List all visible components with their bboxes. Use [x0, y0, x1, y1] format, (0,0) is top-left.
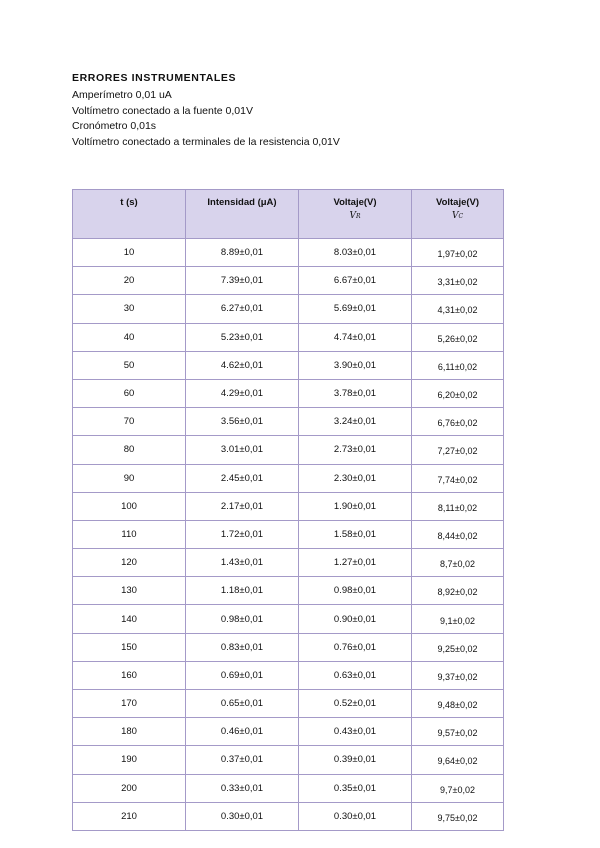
cell-voltage-capacitor: 5,26±0,02 [412, 323, 504, 351]
cell-voltage-capacitor: 6,11±0,02 [412, 351, 504, 379]
cell-voltage-resistor: 1.58±0,01 [299, 520, 412, 548]
cell-time: 80 [73, 436, 186, 464]
cell-current: 0.33±0,01 [186, 774, 299, 802]
cell-current: 2.17±0,01 [186, 492, 299, 520]
cell-time: 90 [73, 464, 186, 492]
cell-time: 140 [73, 605, 186, 633]
cell-voltage-resistor: 0.35±0,01 [299, 774, 412, 802]
table-row [73, 802, 504, 830]
section-heading: ERRORES INSTRUMENTALES [72, 72, 237, 84]
cell-voltage-capacitor: 9,1±0,02 [412, 605, 504, 633]
cell-time: 120 [73, 549, 186, 577]
measurements-table [72, 189, 504, 831]
cell-current: 4.62±0,01 [186, 351, 299, 379]
cell-voltage-resistor: 1.90±0,01 [299, 492, 412, 520]
header-voltage-resistor: Voltaje(V) VR [299, 190, 412, 239]
cell-voltage-resistor: 2.30±0,01 [299, 464, 412, 492]
symbol-v-r: VR [349, 211, 361, 221]
cell-voltage-capacitor: 4,31±0,02 [412, 295, 504, 323]
table-row [73, 323, 504, 351]
cell-voltage-capacitor: 9,7±0,02 [412, 774, 504, 802]
table-row [73, 718, 504, 746]
cell-time: 40 [73, 323, 186, 351]
cell-current: 2.45±0,01 [186, 464, 299, 492]
table-row [73, 746, 504, 774]
cell-current: 1.72±0,01 [186, 520, 299, 548]
table-row [73, 661, 504, 689]
instrument-line: Amperímetro 0,01 uA [72, 89, 172, 101]
table-row [73, 774, 504, 802]
cell-time: 170 [73, 690, 186, 718]
cell-voltage-capacitor: 6,20±0,02 [412, 379, 504, 407]
symbol-v-c: VC [451, 211, 464, 221]
instrument-errors-section [72, 72, 552, 151]
cell-voltage-capacitor: 9,37±0,02 [412, 661, 504, 689]
table-row [73, 351, 504, 379]
cell-current: 0.98±0,01 [186, 605, 299, 633]
cell-current: 7.39±0,01 [186, 267, 299, 295]
cell-current: 0.83±0,01 [186, 633, 299, 661]
table-row [73, 239, 504, 267]
cell-current: 0.37±0,01 [186, 746, 299, 774]
cell-time: 10 [73, 239, 186, 267]
table-row [73, 436, 504, 464]
instrument-line: Voltímetro conectado a terminales de la resistencia 0,01V [72, 136, 340, 149]
cell-time: 70 [73, 408, 186, 436]
cell-voltage-resistor: 0.52±0,01 [299, 690, 412, 718]
instrument-line: Voltímetro conectado a la fuente 0,01V [72, 104, 253, 117]
cell-current: 8.89±0,01 [186, 239, 299, 267]
cell-voltage-capacitor: 9,48±0,02 [412, 690, 504, 718]
table-row [73, 295, 504, 323]
cell-voltage-capacitor: 1,97±0,02 [412, 239, 504, 267]
cell-voltage-resistor: 3.78±0,01 [299, 379, 412, 407]
cell-time: 100 [73, 492, 186, 520]
cell-current: 4.29±0,01 [186, 379, 299, 407]
cell-time: 20 [73, 267, 186, 295]
cell-voltage-resistor: 8.03±0,01 [299, 239, 412, 267]
cell-voltage-capacitor: 6,76±0,02 [412, 408, 504, 436]
table-header-row [73, 190, 504, 239]
cell-time: 190 [73, 746, 186, 774]
cell-current: 5.23±0,01 [186, 323, 299, 351]
cell-time: 200 [73, 774, 186, 802]
cell-voltage-resistor: 3.90±0,01 [299, 351, 412, 379]
cell-current: 6.27±0,01 [186, 295, 299, 323]
cell-current: 3.01±0,01 [186, 436, 299, 464]
cell-current: 3.56±0,01 [186, 408, 299, 436]
cell-time: 110 [73, 520, 186, 548]
cell-voltage-capacitor: 8,11±0,02 [412, 492, 504, 520]
cell-voltage-resistor: 4.74±0,01 [299, 323, 412, 351]
cell-current: 0.69±0,01 [186, 661, 299, 689]
instrument-line: Cronómetro 0,01s [72, 120, 157, 133]
cell-time: 180 [73, 718, 186, 746]
table-row [73, 379, 504, 407]
table-row [73, 492, 504, 520]
cell-current: 0.46±0,01 [186, 718, 299, 746]
header-voltage-capacitor: Voltaje(V) VC [412, 190, 504, 239]
cell-voltage-capacitor: 7,27±0,02 [412, 436, 504, 464]
cell-voltage-resistor: 2.73±0,01 [299, 436, 412, 464]
header-time: t (s) [73, 190, 186, 239]
cell-voltage-resistor: 0.76±0,01 [299, 633, 412, 661]
cell-voltage-capacitor: 8,44±0,02 [412, 520, 504, 548]
table-row [73, 633, 504, 661]
table-row [73, 605, 504, 633]
cell-voltage-capacitor: 8,92±0,02 [412, 577, 504, 605]
table-row [73, 408, 504, 436]
cell-time: 150 [73, 633, 186, 661]
cell-voltage-capacitor: 9,64±0,02 [412, 746, 504, 774]
cell-voltage-resistor: 0.30±0,01 [299, 802, 412, 830]
cell-voltage-capacitor: 9,75±0,02 [412, 802, 504, 830]
header-current: Intensidad (μA) [186, 190, 299, 239]
cell-current: 1.43±0,01 [186, 549, 299, 577]
cell-voltage-capacitor: 8,7±0,02 [412, 549, 504, 577]
table-row [73, 267, 504, 295]
cell-time: 130 [73, 577, 186, 605]
cell-time: 60 [73, 379, 186, 407]
cell-time: 50 [73, 351, 186, 379]
cell-time: 30 [73, 295, 186, 323]
cell-voltage-resistor: 1.27±0,01 [299, 549, 412, 577]
cell-time: 210 [73, 802, 186, 830]
table-row [73, 549, 504, 577]
cell-voltage-resistor: 0.98±0,01 [299, 577, 412, 605]
cell-voltage-capacitor: 3,31±0,02 [412, 267, 504, 295]
cell-current: 0.30±0,01 [186, 802, 299, 830]
cell-voltage-resistor: 0.43±0,01 [299, 718, 412, 746]
cell-time: 160 [73, 661, 186, 689]
cell-voltage-resistor: 0.39±0,01 [299, 746, 412, 774]
cell-voltage-resistor: 5.69±0,01 [299, 295, 412, 323]
table-row [73, 577, 504, 605]
cell-voltage-capacitor: 9,57±0,02 [412, 718, 504, 746]
cell-current: 1.18±0,01 [186, 577, 299, 605]
cell-voltage-resistor: 3.24±0,01 [299, 408, 412, 436]
table-row [73, 464, 504, 492]
table-row [73, 520, 504, 548]
cell-voltage-resistor: 0.63±0,01 [299, 661, 412, 689]
cell-voltage-resistor: 0.90±0,01 [299, 605, 412, 633]
table-row [73, 690, 504, 718]
cell-current: 0.65±0,01 [186, 690, 299, 718]
cell-voltage-capacitor: 9,25±0,02 [412, 633, 504, 661]
cell-voltage-resistor: 6.67±0,01 [299, 267, 412, 295]
cell-voltage-capacitor: 7,74±0,02 [412, 464, 504, 492]
